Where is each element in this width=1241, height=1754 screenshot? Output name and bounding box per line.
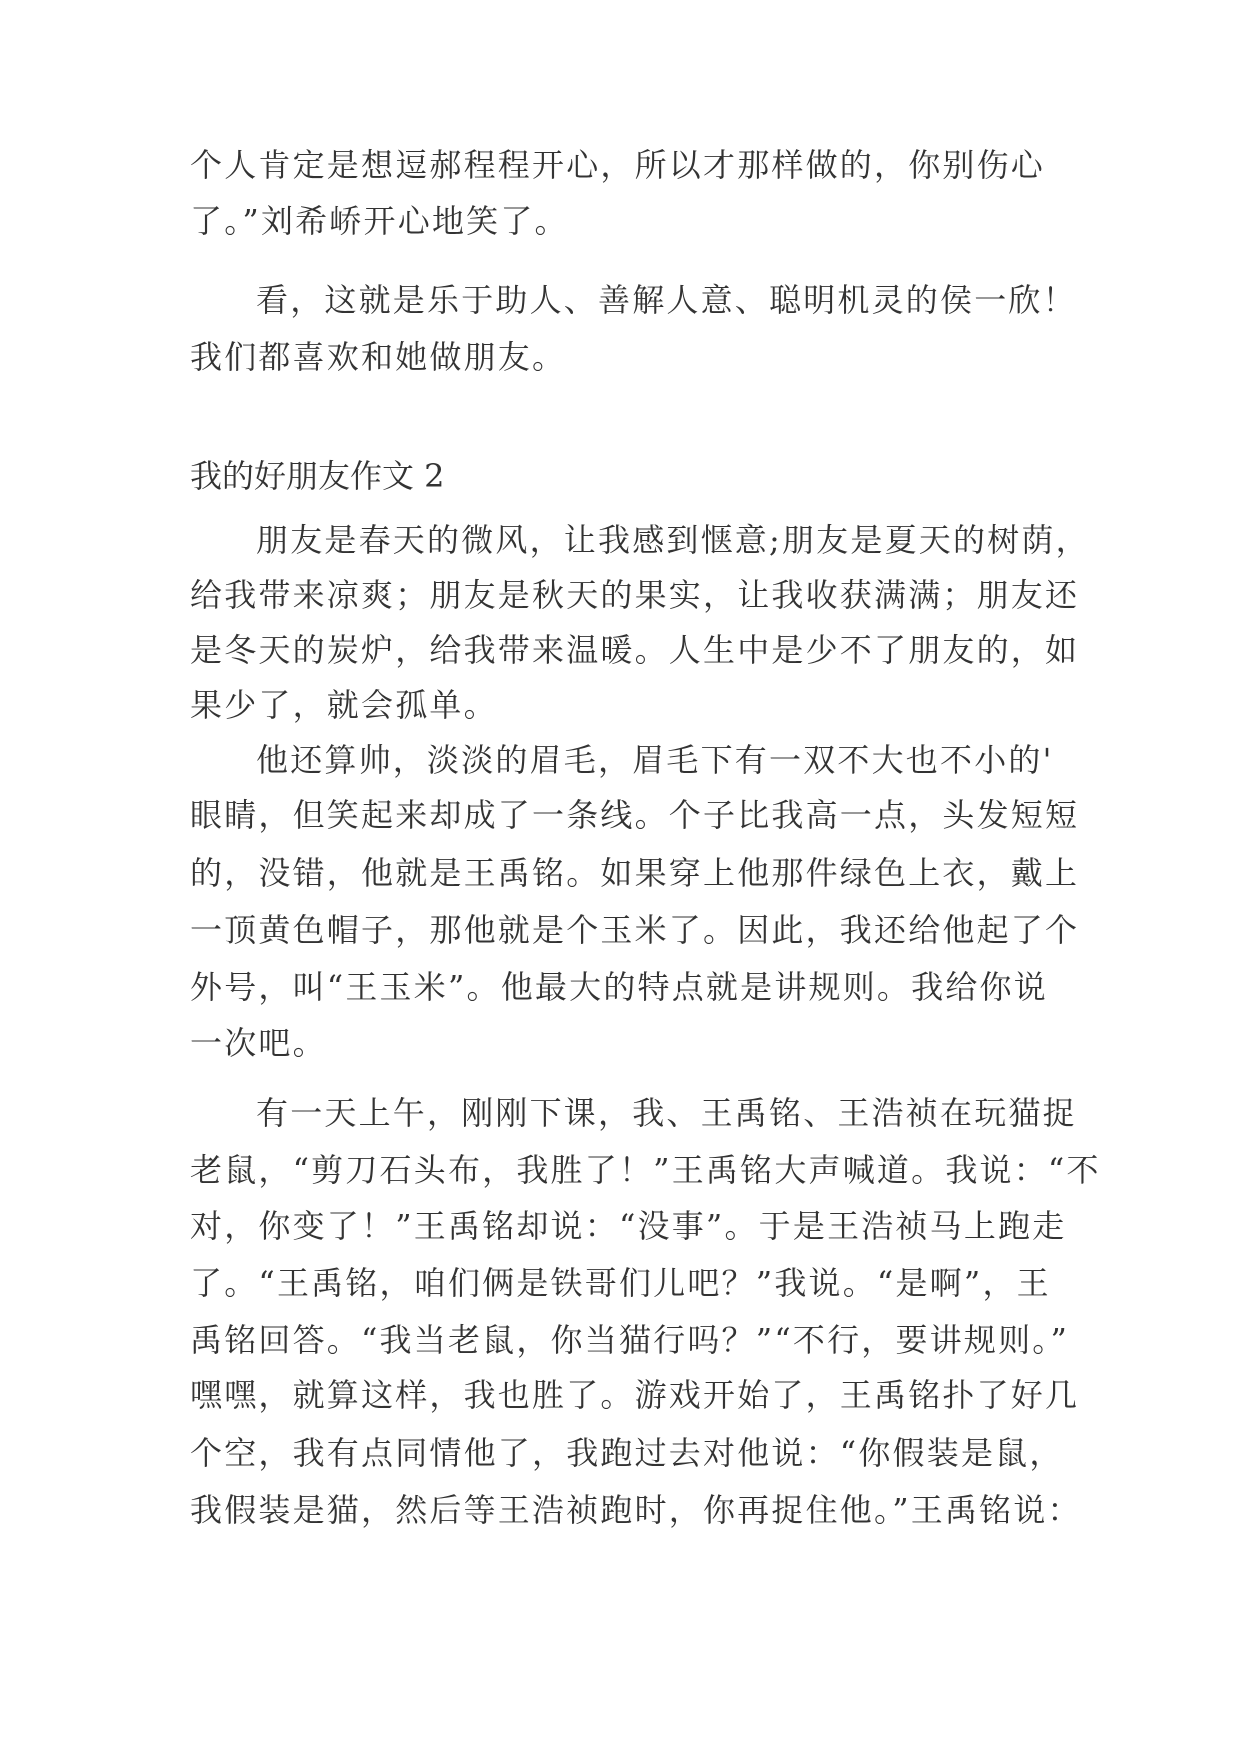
paragraph-start-line: 他还算帅，淡淡的眉毛，眉毛下有一双不大也不小的' — [256, 741, 1054, 779]
text-line: 的，没错，他就是王禹铭。如果穿上他那件绿色上衣，戴上 — [190, 854, 1080, 892]
text-line: 个人肯定是想逗郝程程开心，所以才那样做的，你别伤心 — [190, 146, 1046, 184]
text-line: 一顶黄色帽子，那他就是个玉米了。因此，我还给他起了个 — [190, 911, 1080, 949]
paragraph-start-line: 有一天上午，刚刚下课，我、王禹铭、王浩祯在玩猫捉 — [256, 1094, 1077, 1132]
text-line: 对，你变了！”王禹铭却说：“没事”。于是王浩祯马上跑走 — [190, 1207, 1067, 1245]
text-line: 我们都喜欢和她做朋友。 — [190, 338, 567, 376]
text-line: 一次吧。 — [190, 1024, 327, 1062]
text-line: 了。“王禹铭，咱们俩是铁哥们儿吧？”我说。“是啊”，王 — [190, 1264, 1051, 1302]
text-line: 老鼠，“剪刀石头布，我胜了！”王禹铭大声喊道。我说：“不 — [190, 1151, 1101, 1189]
section-title: 我的好朋友作文 2 — [190, 457, 445, 495]
text-line: 是冬天的炭炉，给我带来温暖。人生中是少不了朋友的，如 — [190, 631, 1080, 669]
text-line: 我假装是猫，然后等王浩祯跑时，你再捉住他。”王禹铭说： — [190, 1491, 1082, 1529]
text-line: 眼睛，但笑起来却成了一条线。个子比我高一点，头发短短 — [190, 796, 1080, 834]
text-line: 果少了，就会孤单。 — [190, 686, 498, 724]
text-line: 禹铭回答。“我当老鼠，你当猫行吗？”“不行，要讲规则。” — [190, 1321, 1070, 1359]
paragraph-start-line: 朋友是春天的微风，让我感到惬意;朋友是夏天的树荫， — [256, 521, 1090, 559]
paragraph-start-line: 看，这就是乐于助人、善解人意、聪明机灵的侯一欣！ — [256, 281, 1077, 319]
text-line: 个空，我有点同情他了，我跑过去对他说：“你假装是鼠， — [190, 1434, 1064, 1472]
text-line: 嘿嘿，就算这样，我也胜了。游戏开始了，王禹铭扑了好几 — [190, 1376, 1080, 1414]
text-line: 了。”刘希峤开心地笑了。 — [190, 202, 569, 240]
text-line: 给我带来凉爽；朋友是秋天的果实，让我收获满满；朋友还 — [190, 576, 1080, 614]
text-line: 外号，叫“王玉米”。他最大的特点就是讲规则。我给你说 — [190, 968, 1048, 1006]
